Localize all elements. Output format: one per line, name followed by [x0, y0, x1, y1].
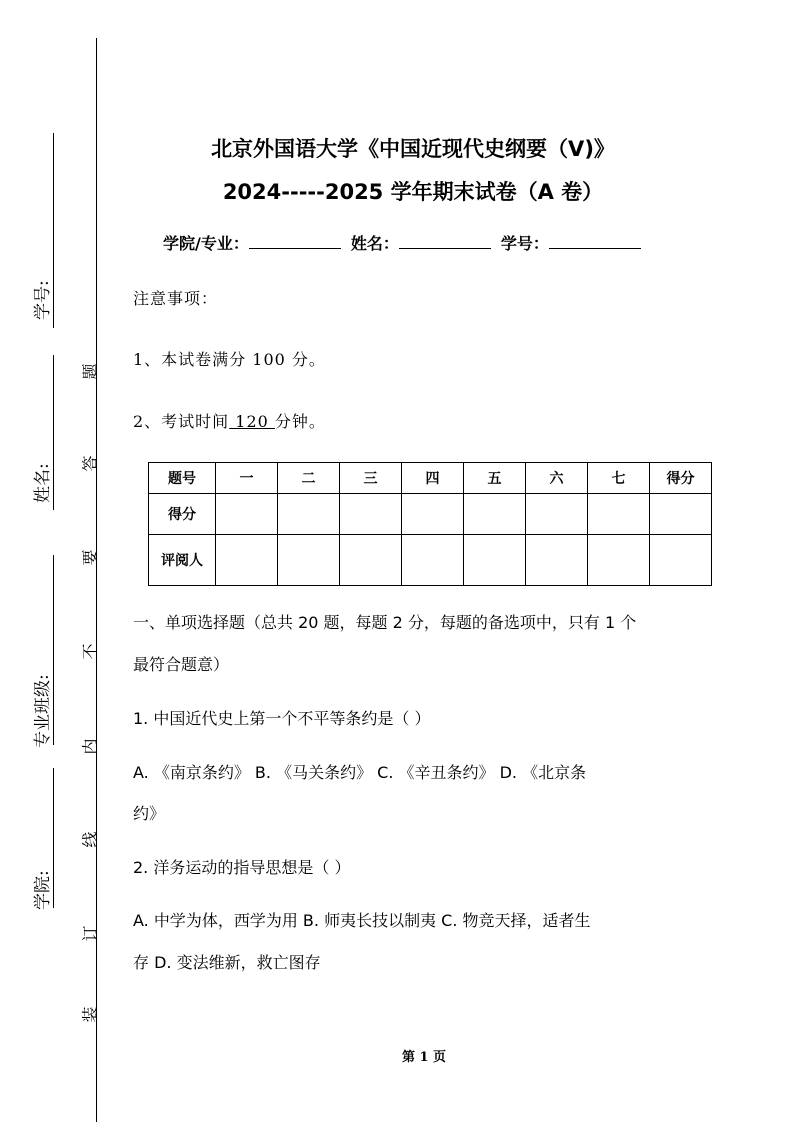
- name-field[interactable]: [399, 234, 491, 249]
- name-blank-line: [53, 355, 54, 510]
- score-cell[interactable]: [588, 494, 650, 535]
- question-2-options-cont: 存 D. 变法维新，救亡图存: [133, 953, 321, 972]
- question-2-stem: 2. 洋务运动的指导思想是（ ）: [133, 858, 351, 877]
- score-table-header: 三: [340, 463, 402, 494]
- score-table-header: 得分: [650, 463, 712, 494]
- student-info-line: [163, 231, 651, 254]
- seal-char: 装: [80, 1006, 100, 1023]
- score-row-label: 得分: [149, 494, 216, 535]
- notes-item-2-prefix: 2、考试时间: [133, 412, 230, 431]
- reviewer-cell[interactable]: [526, 535, 588, 586]
- question-1-stem: 1. 中国近代史上第一个不平等条约是（ ）: [133, 709, 431, 728]
- score-cell[interactable]: [216, 494, 278, 535]
- notes-item-2: [133, 409, 326, 432]
- score-cell[interactable]: [340, 494, 402, 535]
- question-1-options-cont: 约》: [133, 804, 166, 823]
- score-cell[interactable]: [650, 494, 712, 535]
- score-table-header: 一: [216, 463, 278, 494]
- exam-title: 北京外国语大学《中国近现代史纲要（V)》: [211, 137, 615, 161]
- section-heading-line-1: 一、单项选择题（总共 20 题，每题 2 分，每题的备选项中，只有 1 个: [133, 613, 637, 632]
- seal-char: 线: [80, 831, 100, 848]
- notes-heading: 注意事项：: [133, 289, 219, 308]
- seal-char: 不: [80, 643, 100, 660]
- score-table: [148, 462, 712, 586]
- college-field[interactable]: [249, 234, 341, 249]
- student-no-field[interactable]: [549, 234, 641, 249]
- score-table-header: 六: [526, 463, 588, 494]
- score-table-header: 题号: [149, 463, 216, 494]
- name-label: 姓名：: [350, 234, 399, 253]
- reviewer-cell[interactable]: [650, 535, 712, 586]
- seal-char: 订: [80, 925, 100, 942]
- seal-char: 内: [80, 738, 100, 755]
- exam-duration: 120: [229, 412, 275, 431]
- score-row-label: 评阅人: [149, 535, 216, 586]
- score-table-row: [149, 494, 712, 535]
- seal-char: 答: [80, 455, 100, 472]
- exam-subtitle: 2024-----2025 学年期末试卷（A 卷）: [222, 180, 604, 204]
- reviewer-cell[interactable]: [402, 535, 464, 586]
- binding-label-name: 姓名:: [33, 463, 53, 503]
- notes-item-2-suffix: 分钟。: [274, 412, 326, 431]
- score-cell[interactable]: [464, 494, 526, 535]
- student-no-label: 学号：: [500, 234, 549, 253]
- score-cell[interactable]: [278, 494, 340, 535]
- binding-label-major-class: 专业班级:: [33, 674, 53, 748]
- page-number: 第 1 页: [401, 1050, 447, 1065]
- score-cell[interactable]: [402, 494, 464, 535]
- seal-char: 要: [80, 549, 100, 566]
- score-cell[interactable]: [526, 494, 588, 535]
- binding-label-college: 学院:: [33, 870, 53, 910]
- section-heading-line-2: 最符合题意）: [133, 655, 230, 674]
- reviewer-cell[interactable]: [278, 535, 340, 586]
- score-table-row: [149, 535, 712, 586]
- reviewer-cell[interactable]: [216, 535, 278, 586]
- binding-label-student-no: 学号:: [33, 280, 53, 320]
- score-table-header: 七: [588, 463, 650, 494]
- score-table-header-row: [149, 463, 712, 494]
- reviewer-cell[interactable]: [340, 535, 402, 586]
- major-class-blank-line: [53, 555, 54, 745]
- college-blank-line: [53, 768, 54, 908]
- question-2-options: A. 中学为体，西学为用 B. 师夷长技以制夷 C. 物竞天择，适者生: [133, 911, 591, 930]
- score-table-header: 四: [402, 463, 464, 494]
- score-table-header: 五: [464, 463, 526, 494]
- seal-char: 题: [80, 363, 100, 380]
- college-label: 学院/专业：: [163, 234, 249, 253]
- notes-item-1: 1、本试卷满分 100 分。: [133, 350, 326, 369]
- question-1-options: A. 《南京条约》 B. 《马关条约》 C. 《辛丑条约》 D. 《北京条: [133, 763, 587, 782]
- reviewer-cell[interactable]: [588, 535, 650, 586]
- score-table-header: 二: [278, 463, 340, 494]
- reviewer-cell[interactable]: [464, 535, 526, 586]
